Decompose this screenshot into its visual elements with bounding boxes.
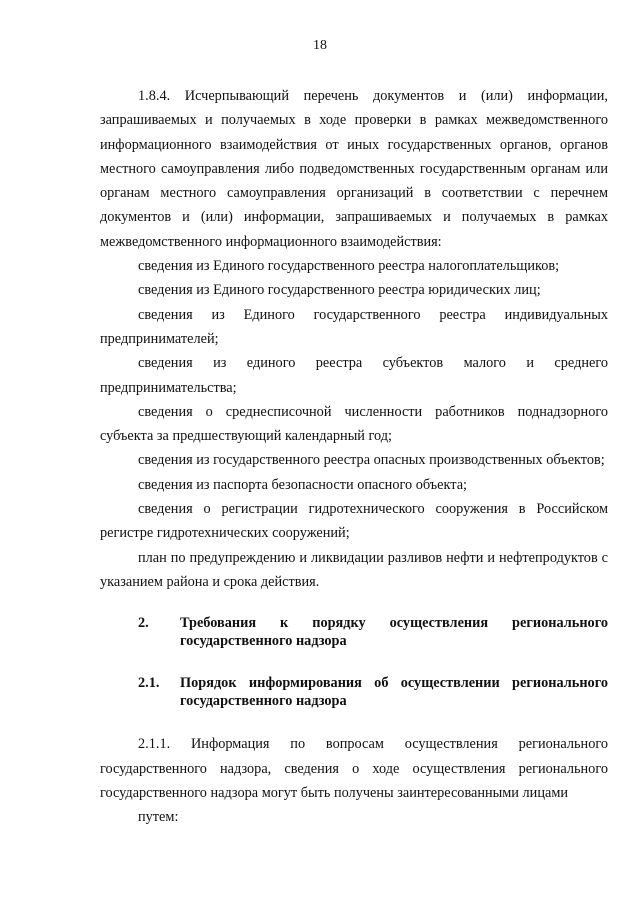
page-number: 18: [313, 38, 327, 53]
list-item-safety-passport: сведения из паспорта безопасности опасного объекта;: [138, 476, 468, 493]
list-item-sme-registry: сведения из единого реестра субъектов малого и среднего предпринимательства;: [100, 355, 608, 396]
document-body: [100, 84, 608, 829]
subsection-number: 2.1.: [138, 675, 160, 692]
list-item-legal-entities-registry: сведения из Единого государственного реестра юридических лиц;: [138, 282, 541, 299]
list-item-entrepreneurs-registry: сведения из Единого государственного реестра индивидуальных предпринимателей;: [100, 306, 608, 347]
paragraph-2-1-1: 2.1.1. Информация по вопросам осуществления регионального государственного надзора, сведения о ходе осуществления регионального государственного надзора могут быть получены заинтересованными лицами: [100, 736, 608, 801]
list-item-oil-spill-plan: план по предупреждению и ликвидации разливов нефти и нефтепродуктов с указанием района и срока действия.: [100, 549, 608, 590]
paragraph-2-1-1-end: путем:: [138, 809, 179, 826]
list-item-taxpayers-registry: сведения из Единого государственного реестра налогоплательщиков;: [138, 258, 560, 275]
subsection-title: Порядок информирования об осуществлении регионального государственного надзора: [180, 675, 608, 710]
list-item-hazardous-objects-registry: сведения из государственного реестра опасных производственных объектов;: [138, 452, 605, 469]
paragraph-1-8-4: 1.8.4. Исчерпывающий перечень документов и (или) информации, запрашиваемых и получаемых в ходе проверки в рамках межведомственного информационного взаимодействия от иных государственных органов, органов местного самоуправления либо подведомственных государственным органам или органам местного самоуправления организаций в соответствии с перечнем документов и (или) информации, запрашиваемых и получаемых в рамках межведомственного информационного взаимодействия:: [100, 88, 608, 250]
section-title: Требования к порядку осуществления регионального государственного надзора: [180, 615, 608, 650]
section-number: 2.: [138, 615, 149, 632]
list-item-hydrotechnical-registration: сведения о регистрации гидротехнического сооружения в Российском регистре гидротехнических сооружений;: [100, 501, 608, 542]
section-heading-2-1: [100, 674, 608, 710]
section-heading-2: [100, 614, 608, 650]
list-item-headcount: сведения о среднесписочной численности работников поднадзорного субъекта за предшествующий календарный год;: [100, 403, 608, 445]
